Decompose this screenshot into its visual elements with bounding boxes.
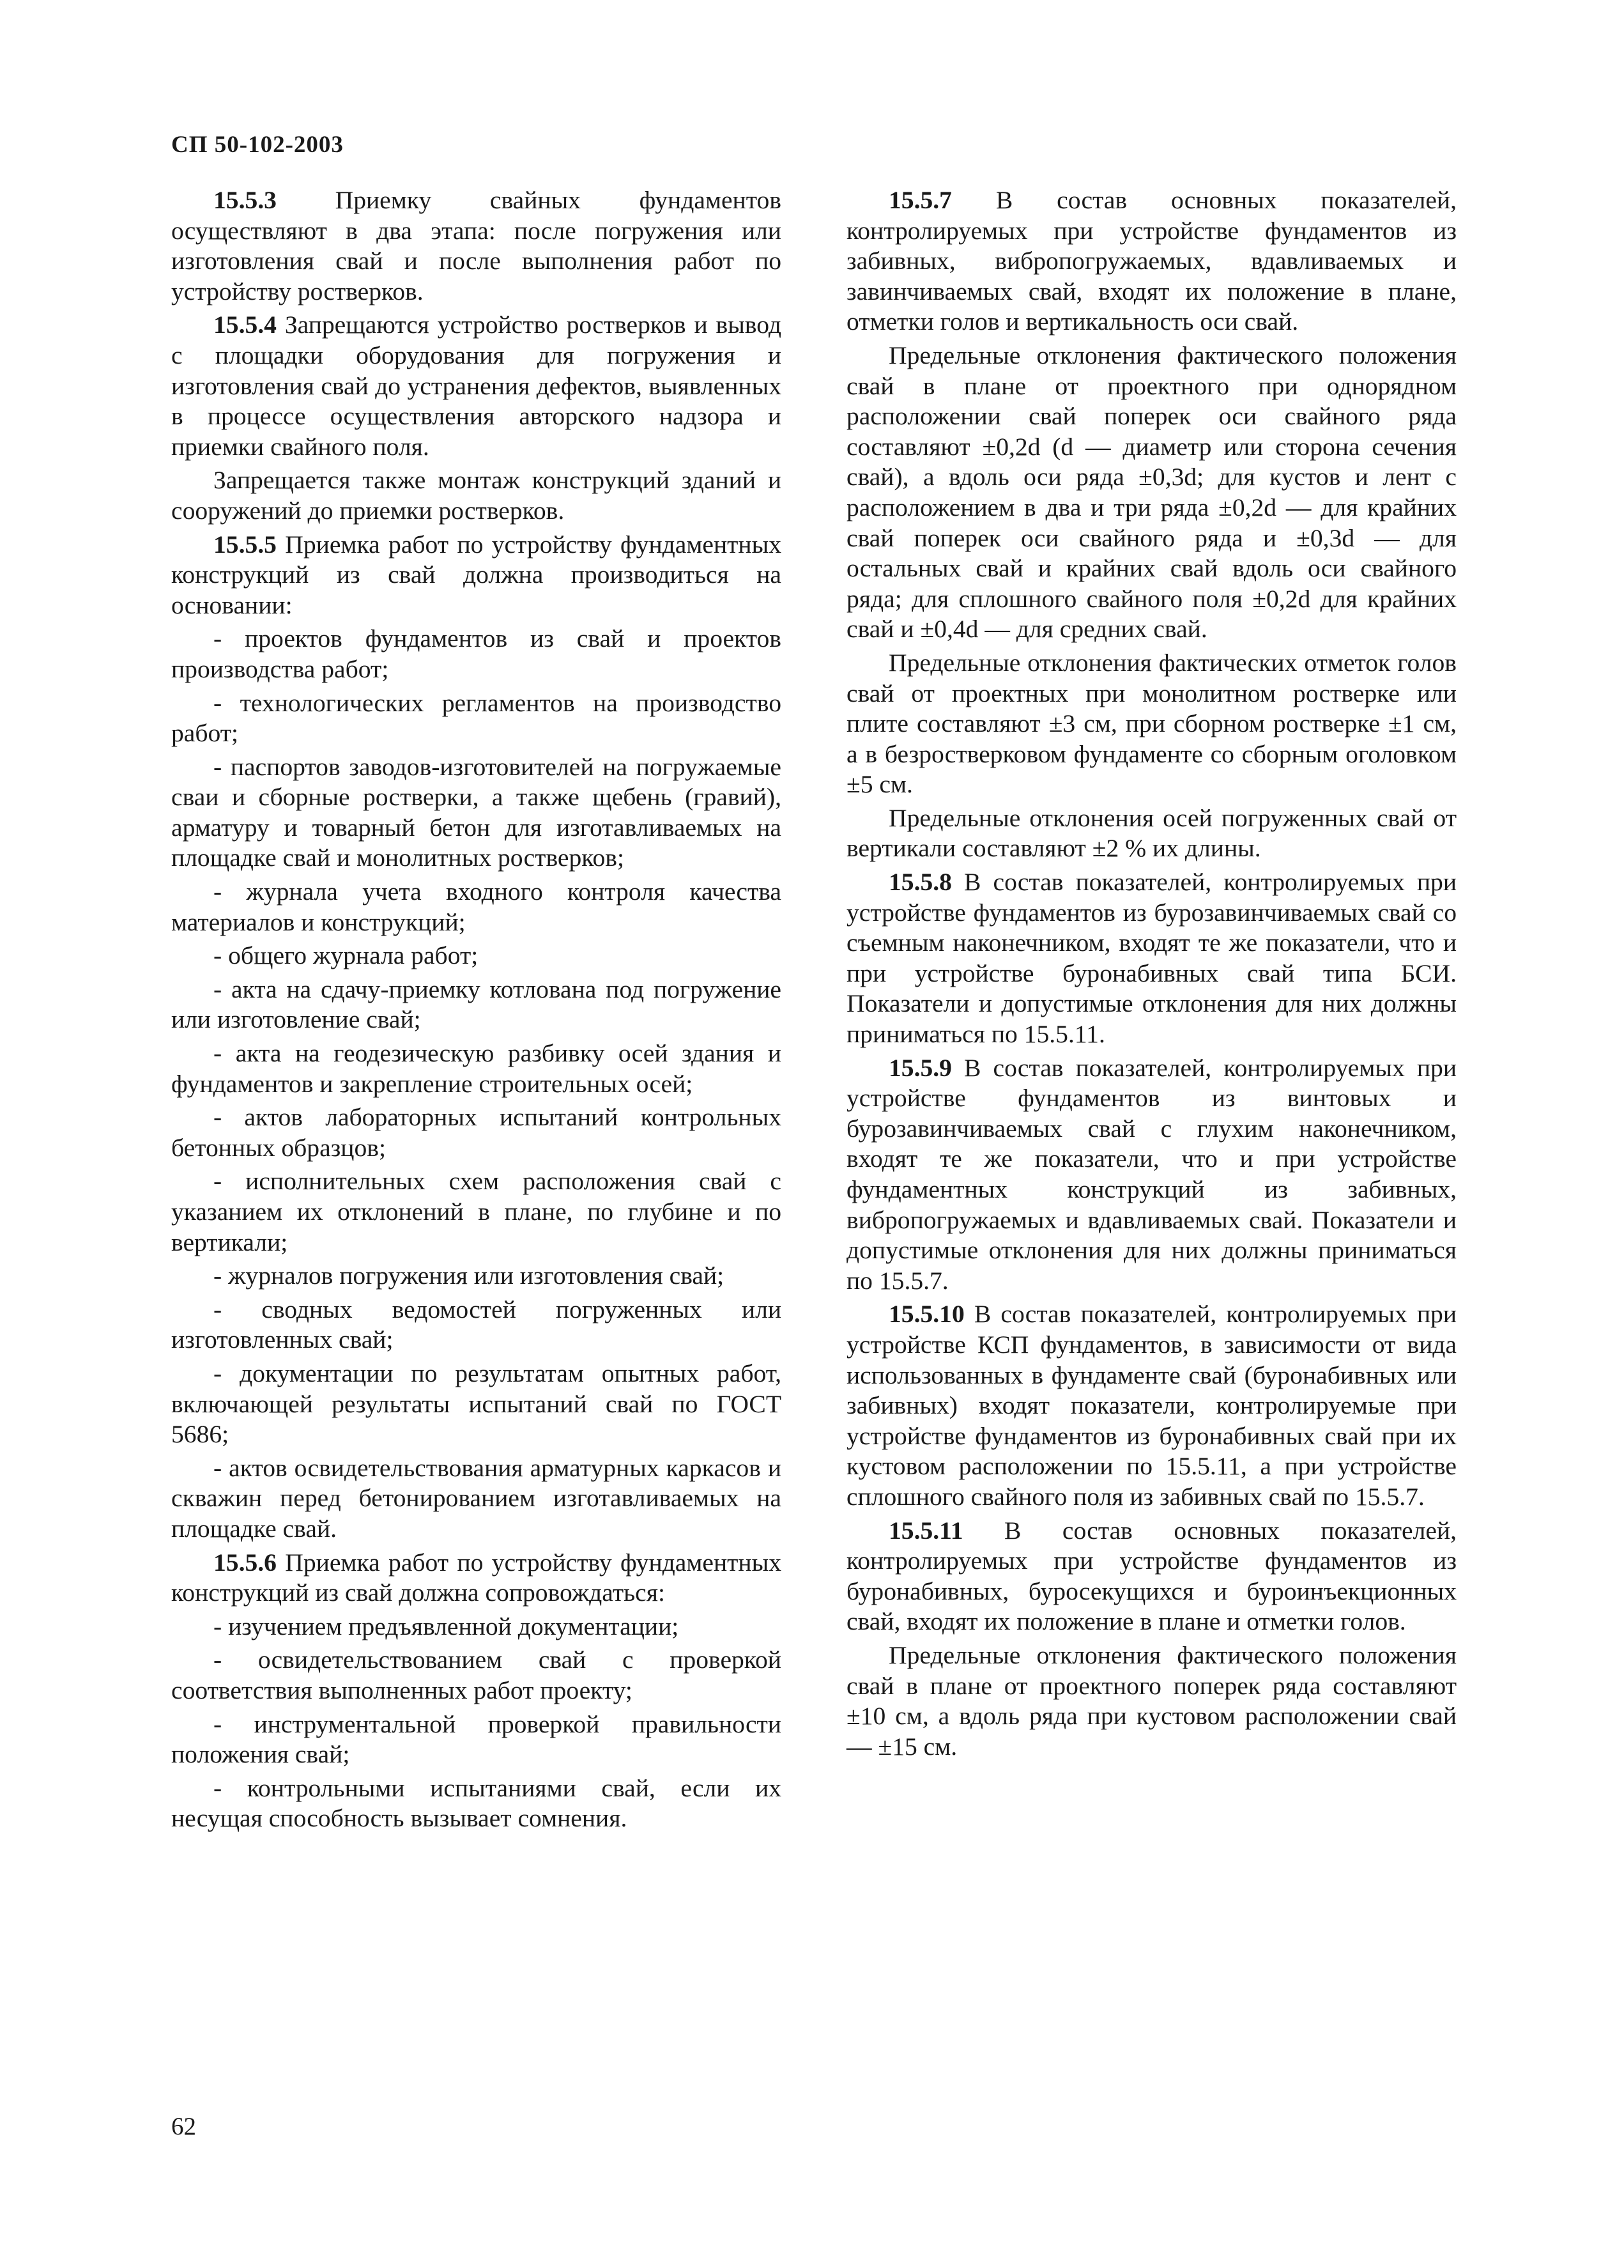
list-item-text: - журналов погружения или изготовления свай; xyxy=(213,1261,724,1290)
clause-number: 15.5.5 xyxy=(213,530,277,559)
document-header: СП 50-102-2003 xyxy=(171,132,344,158)
list-item-text: - инструментальной проверкой правильности положения свай; xyxy=(171,1709,781,1769)
paragraph xyxy=(846,185,1457,337)
list-item-text: - технологических регламентов на производство работ; xyxy=(171,688,781,748)
clause-number: 15.5.8 xyxy=(889,868,952,897)
paragraph-text: Предельные отклонения осей погруженных свай от вертикали составляют ±2 % их длины. xyxy=(846,803,1457,863)
list-item-text: - проектов фундаментов из свай и проектов производства работ; xyxy=(171,624,781,683)
list-item-text: - актов лабораторных испытаний контрольных бетонных образцов; xyxy=(171,1103,781,1162)
list-item-text: - акта на геодезическую разбивку осей здания и фундаментов и закрепление строительных осей; xyxy=(171,1039,781,1098)
paragraph xyxy=(171,530,781,621)
list-item-text: - паспортов заводов-изготовителей на погружаемые сваи и сборные ростверки, а также щебень (гравий), арматуру и товарный бетон для изготавливаемых на площадке свай и монолитных ростверков; xyxy=(171,752,781,872)
list-item xyxy=(171,624,781,684)
paragraph-text: Предельные отклонения фактических отметок голов свай от проектных при монолитном ростверке или плите составляют ±3 см, при сборном ростверке ±1 см, а в безростверковом фундаменте со сборным оголовком ±5 см. xyxy=(846,648,1457,799)
page-number: 62 xyxy=(171,2113,196,2140)
paragraph xyxy=(846,1053,1457,1297)
list-item xyxy=(171,1709,781,1770)
paragraph xyxy=(846,341,1457,645)
clause-number: 15.5.11 xyxy=(889,1516,963,1545)
list-item xyxy=(171,1261,781,1292)
list-item-text: - журнала учета входного контроля качества материалов и конструкций; xyxy=(171,877,781,936)
list-item xyxy=(171,688,781,749)
paragraph xyxy=(846,803,1457,864)
paragraph-text: Предельные отклонения фактического положения свай в плане от проектного поперек ряда составляют ±10 см, а вдоль ряда при кустовом расположении свай — ±15 см. xyxy=(846,1640,1457,1761)
paragraph-text: В состав показателей, контролируемых при устройстве фундаментов из бурозавинчиваемых свай со съемным наконечником, входят те же показатели, что и при устройстве буронабивных свай типа БСИ. Показатели и допустимые отклонения для них должны приниматься по 15.5.11. xyxy=(846,868,1457,1049)
paragraph xyxy=(846,867,1457,1050)
left-column xyxy=(171,185,781,1837)
list-item xyxy=(171,1612,781,1642)
paragraph xyxy=(846,648,1457,800)
clause-number: 15.5.7 xyxy=(889,186,952,214)
clause-number: 15.5.9 xyxy=(889,1053,952,1082)
paragraph-text: В состав показателей, контролируемых при устройстве фундаментов из винтовых и бурозавинчиваемых свай с глухим наконечником, входят те же показатели, что и при устройстве фундаментных конструкций из забивных, вибропогружаемых и вдавливаемых свай. Показатели и допустимые отклонения для них должны приниматься по 15.5.7. xyxy=(846,1053,1457,1295)
paragraph xyxy=(171,185,781,307)
paragraph-text: Предельные отклонения фактического положения свай в плане от проектного при однорядном расположении свай поперек оси свайного ряда составляют ±0,2d (d — диаметр или сторона сечения свай), а вдоль оси ряда ±0,3d; для кустов и лент с расположением в два и три ряда ±0,2d — для крайних свай поперек оси свайного ряда и ±0,3d — для остальных свай и крайних свай вдоль оси свайного ряда; для сплошного свайного поля ±0,2d для крайних свай и ±0,4d — для средних свай. xyxy=(846,341,1457,644)
list-item xyxy=(171,1645,781,1706)
paragraph xyxy=(846,1299,1457,1512)
list-item-text: - исполнительных схем расположения свай с указанием их отклонений в плане, по глубине и по вертикали; xyxy=(171,1167,781,1256)
list-item xyxy=(171,752,781,874)
paragraph-text: В состав показателей, контролируемых при устройстве КСП фундаментов, в зависимости от вида использованных в фундаменте свай (буронабивных или забивных) входят показатели, контролируемые при устройстве фундаментов из буронабивных свай при их кустовом расположении по 15.5.11, а при устройстве сплошного свайного поля из забивных свай по 15.5.7. xyxy=(846,1300,1457,1511)
list-item xyxy=(171,1773,781,1834)
paragraph-text: В состав основных показателей, контролируемых при устройстве фундаментов из забивных, вибропогружаемых, вдавливаемых и завинчиваемых свай, входят их положение в плане, отметки голов и вертикальность оси свай. xyxy=(846,186,1457,336)
list-item xyxy=(171,1102,781,1163)
paragraph xyxy=(846,1640,1457,1762)
paragraph-text: Приемка работ по устройству фундаментных конструкций из свай должна сопровождаться: xyxy=(171,1548,781,1607)
paragraph xyxy=(171,465,781,526)
clause-number: 15.5.10 xyxy=(889,1300,965,1329)
paragraph xyxy=(171,1548,781,1608)
list-item xyxy=(171,1453,781,1545)
list-item xyxy=(171,941,781,971)
clause-number: 15.5.6 xyxy=(213,1548,277,1577)
list-item xyxy=(171,1038,781,1099)
list-item-text: - актов освидетельствования арматурных каркасов и скважин перед бетонированием изготавливаемых на площадке свай. xyxy=(171,1453,781,1543)
list-item-text: - изучением предъявленной документации; xyxy=(213,1612,679,1640)
list-item-text: - сводных ведомостей погруженных или изготовленных свай; xyxy=(171,1295,781,1354)
list-item xyxy=(171,975,781,1035)
list-item xyxy=(171,877,781,937)
paragraph xyxy=(171,310,781,462)
right-column xyxy=(846,185,1457,1765)
list-item-text: - документации по результатам опытных работ, включающей результаты испытаний свай по ГОСТ 5686; xyxy=(171,1359,781,1449)
paragraph-text: Приемка работ по устройству фундаментных конструкций из свай должна производиться на основании: xyxy=(171,530,781,619)
list-item-text: - общего журнала работ; xyxy=(213,941,479,970)
list-item-text: - акта на сдачу-приемку котлована под погружение или изготовление свай; xyxy=(171,975,781,1034)
list-item-text: - контрольными испытаниями свай, если их несущая способность вызывает сомнения. xyxy=(171,1773,781,1833)
paragraph-text: В состав основных показателей, контролируемых при устройстве фундаментов из буронабивных, буросекущихся и буроинъекционных свай, входят их положение в плане и отметки голов. xyxy=(846,1516,1457,1636)
list-item xyxy=(171,1359,781,1450)
list-item xyxy=(171,1166,781,1258)
paragraph-text: Запрещается также монтаж конструкций зданий и сооружений до приемки ростверков. xyxy=(171,466,781,525)
clause-number: 15.5.4 xyxy=(213,311,277,339)
list-item xyxy=(171,1295,781,1355)
clause-number: 15.5.3 xyxy=(213,186,277,214)
list-item-text: - освидетельствованием свай с проверкой соответствия выполненных работ проекту; xyxy=(171,1646,781,1704)
paragraph-text: Приемку свайных фундаментов осуществляют в два этапа: после погружения или изготовления свай и после выполнения работ по устройству ростверков. xyxy=(171,186,781,305)
paragraph xyxy=(846,1516,1457,1637)
paragraph-text: Запрещаются устройство ростверков и вывод с площадки оборудования для погружения и изготовления свай до устранения дефектов, выявленных в процессе осуществления авторского надзора и приемки свайного поля. xyxy=(171,311,781,461)
